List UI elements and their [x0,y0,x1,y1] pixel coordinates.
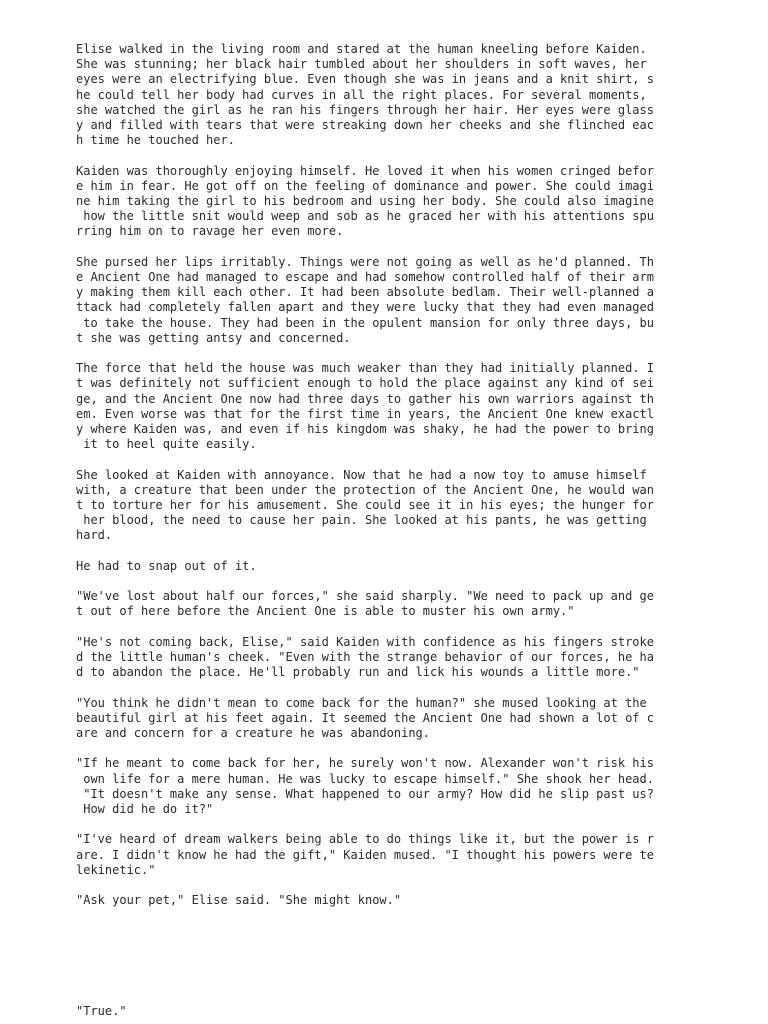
document-body [76,42,676,924]
paragraph-10: "If he meant to come back for her, he surely won't now. Alexander won't risk his own life for a mere human. He was lucky to escape himself." She shook her head. "It doesn't make any sense. What happened to our army? How did he slip past us? How did he do it?" [76,756,654,817]
last-line: "True." [76,1004,127,1018]
paragraph-12: "Ask your pet," Elise said. "She might know." [76,893,402,908]
paragraph-8: "He's not coming back, Elise," said Kaiden with confidence as his fingers stroke d the little human's cheek. "Even with the strange behavior of our forces, he ha d to abandon the place. He'll probably run and lick his wounds a little more." [76,634,654,680]
paragraph-6: He had to snap out of it. [76,558,257,573]
paragraph-2: Kaiden was thoroughly enjoying himself. He loved it when his women cringed befor e him in fear. He got off on the feeling of dominance and power. She could imagi ne him taking the girl to his bedroom and using her body. She could also imagine how the little snit would weep and sob as he graced her with his attentions spu rring him on to ravage her even more. [76,163,654,239]
paragraph-11: "I've heard of dream walkers being able to do things like it, but the power is r are. I didn't know he had the gift," Kaiden mused. "I thought his powers were te lekinetic." [76,832,654,877]
paragraph-3: She pursed her lips irritably. Things were not going as well as he'd planned. Th e Ancient One had managed to escape and had somehow controlled half of their arm y making them kill each other. It had been absolute bedlam. Their well-planned a ttack had completely fallen apart and they were lucky that they had even managed to take the house. They had been in the opulent mansion for only three days, bu t she was getting antsy and concerned. [76,254,654,345]
paragraph-9: "You think he didn't mean to come back for the human?" she mused looking at the beautiful girl at his feet again. It seemed the Ancient One had shown a lot of c are and concern for a creature he was abandoning. [76,695,654,741]
paragraph-4: The force that held the house was much weaker than they had initially planned. I t was definitely not sufficient enough to hold the place against any kind of sei ge, and the Ancient One now had three days to gather his own warriors against th em. Even worse was that for the first time in years, the Ancient One knew exactl y where Kaiden was, and even if his kingdom was shaky, he had the power to bring it to heel quite easily. [76,361,654,452]
paragraph-7: "We've lost about half our forces," she said sharply. "We need to pack up and ge t out of here before the Ancient One is able to muster his own army." [76,589,654,619]
paragraph-1: Elise walked in the living room and stared at the human kneeling before Kaiden. She was stunning; her black hair tumbled about her shoulders in soft waves, her eyes were an electrifying blue. Even though she was in jeans and a knit shirt, s he could tell her body had curves in all the right places. For several moments, she watched the girl as he ran his fingers through her hair. Her eyes were glass y and filled with tears that were streaking down her cheeks and she flinched eac h time he touched her. [76,42,654,148]
paragraph-5: She looked at Kaiden with annoyance. Now that he had a now toy to amuse himself with, a creature that been under the protection of the Ancient One, he would wan t to torture her for his amusement. She could see it in his eyes; the hunger for her blood, the need to cause her pain. She looked at his pants, he was getting hard. [76,467,654,543]
